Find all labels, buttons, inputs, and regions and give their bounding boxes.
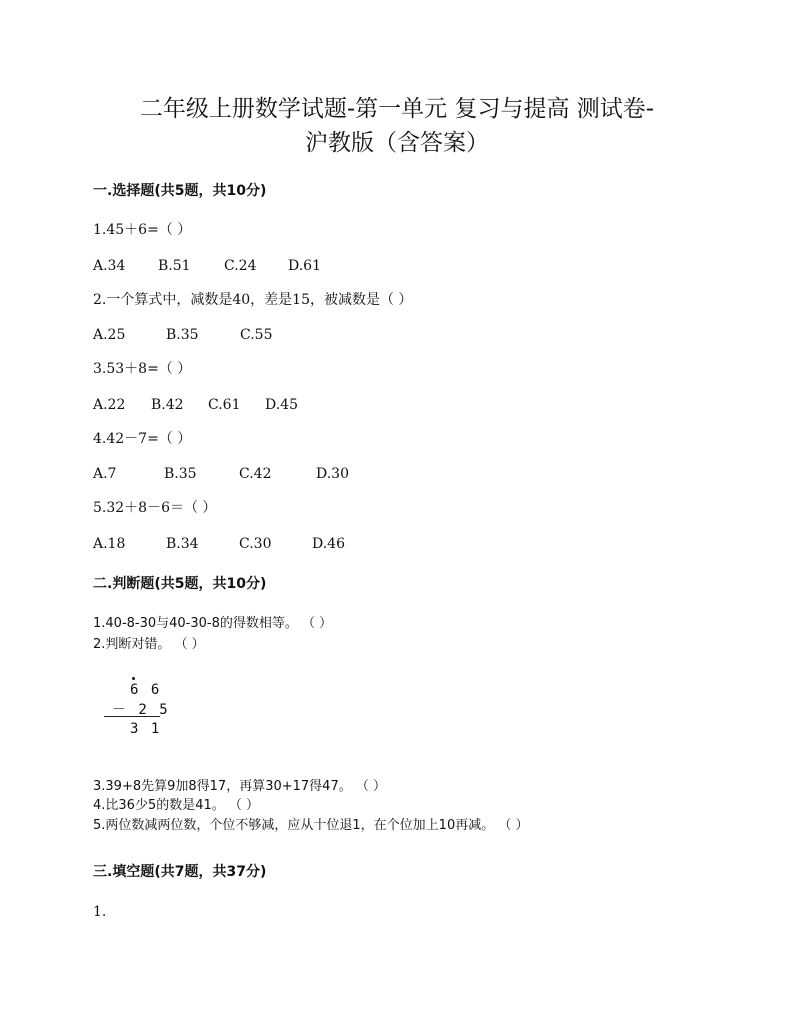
question-1: 1.45＋6=（ ） xyxy=(93,222,192,238)
option-4a: A.7 xyxy=(93,466,117,482)
question-2: 2.一个算式中，减数是40，差是15，被减数是（ ） xyxy=(93,292,413,308)
section-heading-choice: 一.选择题(共5题，共10分) xyxy=(93,183,267,199)
question-4: 4.42－7=（ ） xyxy=(93,431,192,447)
calc-rule xyxy=(104,716,160,717)
page-title: 二年级上册数学试题-第一单元 复习与提高 测试卷- xyxy=(139,96,655,122)
option-3a: A.22 xyxy=(93,397,126,413)
option-5b: B.34 xyxy=(166,536,199,552)
section-heading-judgment: 二.判断题(共5题，共10分) xyxy=(93,576,267,592)
option-5a: A.18 xyxy=(93,536,126,552)
option-1d: D.61 xyxy=(288,258,321,274)
option-1a: A.34 xyxy=(93,258,126,274)
option-4b: B.35 xyxy=(164,466,197,482)
option-5c: C.30 xyxy=(239,536,272,552)
judgment-item-1: 1.40-8-30与40-30-8的得数相等。 （ ） xyxy=(93,616,333,631)
section-heading-fill: 三.填空题(共7题，共37分) xyxy=(93,864,267,880)
calc-subtrahend: － 2 5 xyxy=(112,702,170,718)
page-subtitle: 沪教版（含答案） xyxy=(305,130,489,156)
fill-item-1: 1. xyxy=(93,904,107,920)
option-5d: D.46 xyxy=(312,536,345,552)
option-1c: C.24 xyxy=(224,258,257,274)
judgment-item-5: 5.两位数减两位数，个位不够减，应从十位退1，在个位加上10再减。 （ ） xyxy=(93,818,529,833)
option-3d: D.45 xyxy=(265,397,298,413)
question-3: 3.53＋8=（ ） xyxy=(93,361,192,377)
judgment-item-4: 4.比36少5的数是41。 （ ） xyxy=(93,798,260,813)
question-5: 5.32＋8－6＝（ ） xyxy=(93,500,217,516)
option-2c: C.55 xyxy=(240,327,273,343)
option-4d: D.30 xyxy=(316,466,349,482)
option-3b: B.42 xyxy=(151,397,184,413)
judgment-item-3: 3.39+8先算9加8得17，再算30+17得47。 （ ） xyxy=(93,779,386,794)
borrow-dot xyxy=(132,677,135,680)
option-2a: A.25 xyxy=(93,327,126,343)
calc-result: 3 1 xyxy=(130,721,162,737)
option-4c: C.42 xyxy=(239,466,272,482)
judgment-item-2: 2.判断对错。 （ ） xyxy=(93,637,205,652)
calc-minuend: 6 6 xyxy=(130,682,162,698)
option-3c: C.61 xyxy=(208,397,241,413)
option-2b: B.35 xyxy=(166,327,199,343)
option-1b: B.51 xyxy=(158,258,191,274)
